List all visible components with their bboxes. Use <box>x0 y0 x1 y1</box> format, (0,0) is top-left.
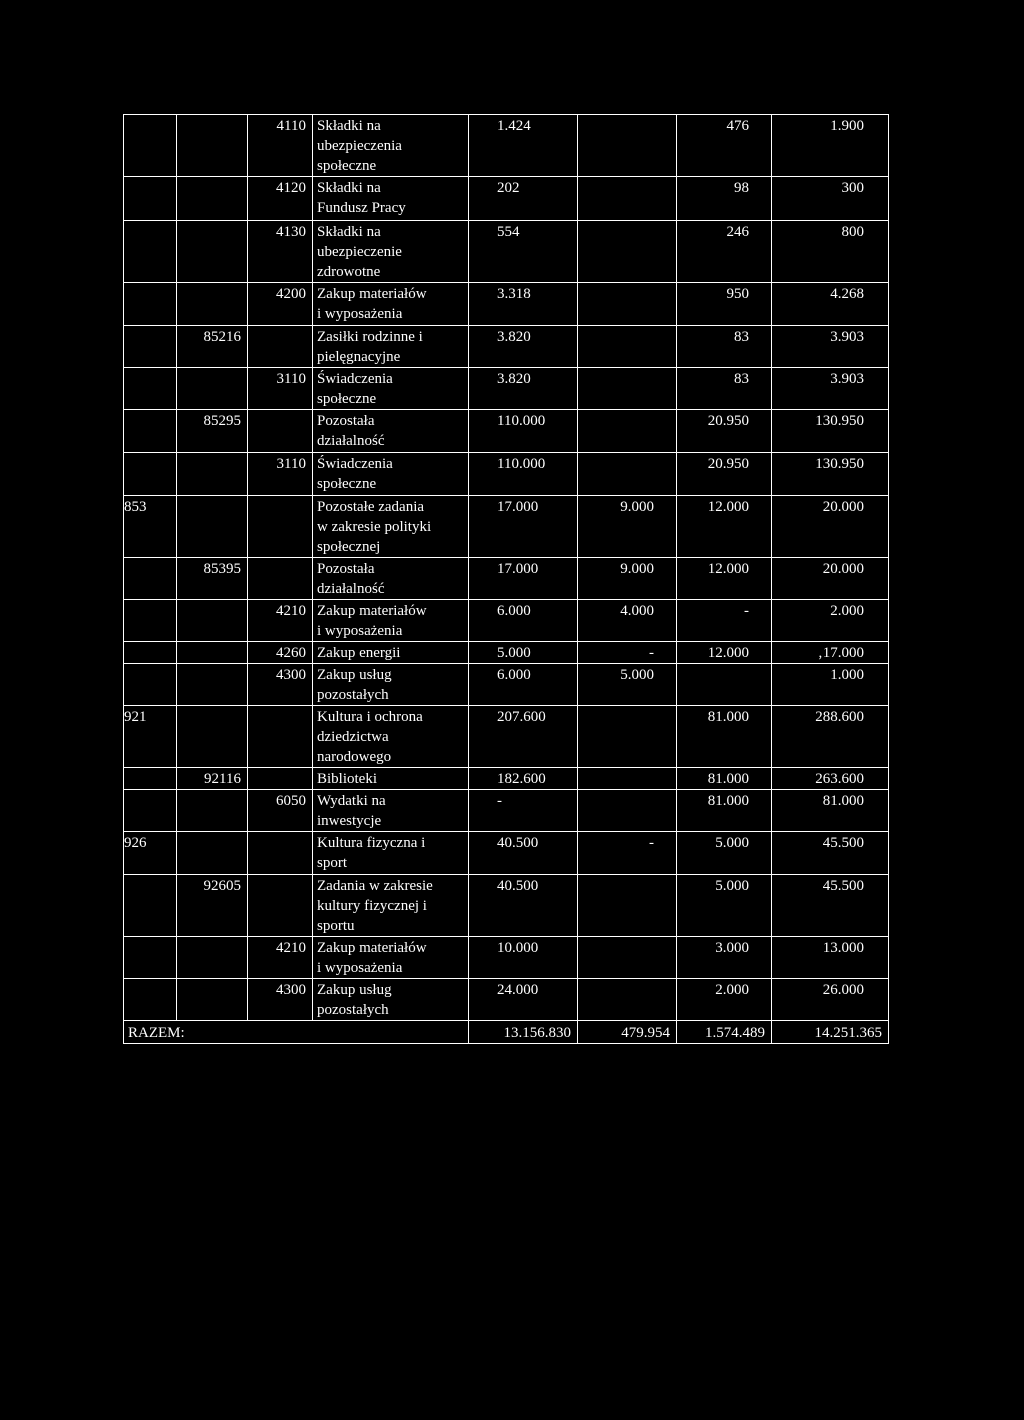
amount4-cell: 800 <box>772 221 889 283</box>
amount4-cell: 4.268 <box>772 283 889 326</box>
table-body <box>124 115 889 1044</box>
amount2-cell <box>578 937 677 979</box>
amount2-cell <box>578 368 677 410</box>
amount4-cell: 300 <box>772 177 889 221</box>
description-cell: Zakup materiałów i wyposażenia <box>313 283 469 326</box>
table-row <box>124 177 889 221</box>
amount4-cell: 288.600 <box>772 706 889 768</box>
dzial-cell <box>124 875 177 937</box>
table-row <box>124 642 889 664</box>
amount1-cell: 40.500 <box>469 875 578 937</box>
amount2-cell <box>578 326 677 368</box>
table-row <box>124 496 889 558</box>
amount2-cell <box>578 706 677 768</box>
paragraf-cell: 4130 <box>248 221 313 283</box>
table-row <box>124 937 889 979</box>
table-row <box>124 790 889 832</box>
amount2-cell <box>578 410 677 453</box>
amount3-cell: 20.950 <box>677 410 772 453</box>
amount3-cell: 476 <box>677 115 772 177</box>
dzial-cell <box>124 177 177 221</box>
amount2-cell <box>578 768 677 790</box>
description-cell: Pozostałe zadania w zakresie polityki społecznej <box>313 496 469 558</box>
amount4-cell: 26.000 <box>772 979 889 1021</box>
dzial-cell <box>124 979 177 1021</box>
amount2-cell <box>578 875 677 937</box>
rozdzial-cell: 85295 <box>177 410 248 453</box>
table-row <box>124 706 889 768</box>
paragraf-cell: 4210 <box>248 600 313 642</box>
dzial-cell: 853 <box>124 496 177 558</box>
paragraf-cell: 3110 <box>248 368 313 410</box>
amount4-cell: 1.900 <box>772 115 889 177</box>
table-row <box>124 410 889 453</box>
amount1-cell: 40.500 <box>469 832 578 875</box>
amount1-cell: 24.000 <box>469 979 578 1021</box>
amount3-cell: 20.950 <box>677 453 772 496</box>
amount3-cell: 12.000 <box>677 558 772 600</box>
description-cell: Zakup usług pozostałych <box>313 664 469 706</box>
table-row <box>124 600 889 642</box>
amount3-cell: 5.000 <box>677 875 772 937</box>
description-cell: Zakup energii <box>313 642 469 664</box>
paragraf-cell <box>248 706 313 768</box>
amount3-cell: 12.000 <box>677 642 772 664</box>
rozdzial-cell <box>177 453 248 496</box>
amount2-cell <box>578 115 677 177</box>
amount3-cell: 5.000 <box>677 832 772 875</box>
amount2-cell <box>578 979 677 1021</box>
dzial-cell <box>124 600 177 642</box>
dzial-cell <box>124 326 177 368</box>
amount4-cell: ‚17.000 <box>772 642 889 664</box>
amount4-cell: 81.000 <box>772 790 889 832</box>
amount1-cell: 17.000 <box>469 496 578 558</box>
table-row <box>124 368 889 410</box>
description-cell: Składki na ubezpieczenie zdrowotne <box>313 221 469 283</box>
paragraf-cell <box>248 832 313 875</box>
amount2-cell: - <box>578 832 677 875</box>
table-row <box>124 875 889 937</box>
paragraf-cell: 4300 <box>248 979 313 1021</box>
amount4-cell: 20.000 <box>772 558 889 600</box>
description-cell: Pozostała działalność <box>313 558 469 600</box>
rozdzial-cell <box>177 664 248 706</box>
description-cell: Wydatki na inwestycje <box>313 790 469 832</box>
paragraf-cell <box>248 326 313 368</box>
rozdzial-cell <box>177 368 248 410</box>
table-row <box>124 283 889 326</box>
description-cell: Zadania w zakresie kultury fizycznej i sportu <box>313 875 469 937</box>
amount3-cell: 81.000 <box>677 790 772 832</box>
paragraf-cell: 6050 <box>248 790 313 832</box>
amount4-cell: 45.500 <box>772 832 889 875</box>
amount2-cell <box>578 283 677 326</box>
table-row <box>124 221 889 283</box>
rozdzial-cell <box>177 937 248 979</box>
dzial-cell <box>124 453 177 496</box>
dzial-cell <box>124 368 177 410</box>
amount1-cell: 6.000 <box>469 600 578 642</box>
rozdzial-cell <box>177 832 248 875</box>
amount1-cell: 3.820 <box>469 368 578 410</box>
paragraf-cell: 4200 <box>248 283 313 326</box>
description-cell: Kultura i ochrona dziedzictwa narodowego <box>313 706 469 768</box>
amount1-cell: 207.600 <box>469 706 578 768</box>
amount4-cell: 45.500 <box>772 875 889 937</box>
rozdzial-cell <box>177 790 248 832</box>
paragraf-cell: 4260 <box>248 642 313 664</box>
description-cell: Zakup materiałów i wyposażenia <box>313 937 469 979</box>
description-cell: Składki na ubezpieczenia społeczne <box>313 115 469 177</box>
total-amount-4: 14.251.365 <box>772 1021 889 1044</box>
amount4-cell: 3.903 <box>772 368 889 410</box>
description-cell: Składki na Fundusz Pracy <box>313 177 469 221</box>
amount3-cell: 81.000 <box>677 706 772 768</box>
amount3-cell: 12.000 <box>677 496 772 558</box>
amount1-cell: 6.000 <box>469 664 578 706</box>
amount4-cell: 3.903 <box>772 326 889 368</box>
paragraf-cell <box>248 410 313 453</box>
amount4-cell: 130.950 <box>772 453 889 496</box>
amount1-cell: 5.000 <box>469 642 578 664</box>
amount1-cell: 10.000 <box>469 937 578 979</box>
description-cell: Zasiłki rodzinne i pielęgnacyjne <box>313 326 469 368</box>
amount3-cell: 2.000 <box>677 979 772 1021</box>
description-cell: Świadczenia społeczne <box>313 453 469 496</box>
table-row <box>124 453 889 496</box>
amount2-cell: 4.000 <box>578 600 677 642</box>
table-row <box>124 979 889 1021</box>
amount2-cell: 9.000 <box>578 496 677 558</box>
rozdzial-cell <box>177 283 248 326</box>
table-row <box>124 664 889 706</box>
budget-table <box>123 114 889 1044</box>
amount1-cell: 110.000 <box>469 453 578 496</box>
amount2-cell: - <box>578 642 677 664</box>
table-row <box>124 326 889 368</box>
rozdzial-cell <box>177 115 248 177</box>
amount1-cell: 554 <box>469 221 578 283</box>
amount4-cell: 1.000 <box>772 664 889 706</box>
dzial-cell <box>124 283 177 326</box>
amount3-cell: 3.000 <box>677 937 772 979</box>
amount4-cell: 130.950 <box>772 410 889 453</box>
dzial-cell <box>124 642 177 664</box>
dzial-cell <box>124 937 177 979</box>
rozdzial-cell: 85216 <box>177 326 248 368</box>
rozdzial-cell <box>177 221 248 283</box>
dzial-cell <box>124 115 177 177</box>
amount4-cell: 263.600 <box>772 768 889 790</box>
amount1-cell: 3.318 <box>469 283 578 326</box>
total-amount-3: 1.574.489 <box>677 1021 772 1044</box>
amount1-cell: 182.600 <box>469 768 578 790</box>
amount2-cell <box>578 453 677 496</box>
amount4-cell: 13.000 <box>772 937 889 979</box>
amount4-cell: 2.000 <box>772 600 889 642</box>
paragraf-cell <box>248 496 313 558</box>
table-row <box>124 558 889 600</box>
description-cell: Kultura fizyczna i sport <box>313 832 469 875</box>
rozdzial-cell: 92605 <box>177 875 248 937</box>
rozdzial-cell <box>177 979 248 1021</box>
rozdzial-cell <box>177 496 248 558</box>
total-label: RAZEM: <box>124 1021 469 1044</box>
table-row <box>124 768 889 790</box>
amount3-cell: 83 <box>677 326 772 368</box>
amount3-cell: 81.000 <box>677 768 772 790</box>
amount3-cell: 950 <box>677 283 772 326</box>
dzial-cell <box>124 410 177 453</box>
paragraf-cell <box>248 768 313 790</box>
total-amount-2: 479.954 <box>578 1021 677 1044</box>
amount3-cell <box>677 664 772 706</box>
amount2-cell <box>578 221 677 283</box>
amount2-cell <box>578 790 677 832</box>
amount1-cell: - <box>469 790 578 832</box>
amount2-cell: 9.000 <box>578 558 677 600</box>
amount3-cell: 83 <box>677 368 772 410</box>
dzial-cell <box>124 664 177 706</box>
paragraf-cell: 4110 <box>248 115 313 177</box>
amount4-cell: 20.000 <box>772 496 889 558</box>
amount3-cell: 98 <box>677 177 772 221</box>
amount2-cell <box>578 177 677 221</box>
total-row <box>124 1021 889 1044</box>
dzial-cell <box>124 558 177 600</box>
dzial-cell: 921 <box>124 706 177 768</box>
dzial-cell: 926 <box>124 832 177 875</box>
amount1-cell: 3.820 <box>469 326 578 368</box>
table-row <box>124 115 889 177</box>
paragraf-cell <box>248 875 313 937</box>
amount1-cell: 110.000 <box>469 410 578 453</box>
rozdzial-cell <box>177 600 248 642</box>
rozdzial-cell <box>177 642 248 664</box>
dzial-cell <box>124 768 177 790</box>
rozdzial-cell <box>177 177 248 221</box>
description-cell: Zakup usług pozostałych <box>313 979 469 1021</box>
description-cell: Pozostała działalność <box>313 410 469 453</box>
table-row <box>124 832 889 875</box>
dzial-cell <box>124 790 177 832</box>
amount2-cell: 5.000 <box>578 664 677 706</box>
amount1-cell: 202 <box>469 177 578 221</box>
total-amount-1: 13.156.830 <box>469 1021 578 1044</box>
paragraf-cell: 4120 <box>248 177 313 221</box>
amount3-cell: 246 <box>677 221 772 283</box>
paragraf-cell: 3110 <box>248 453 313 496</box>
description-cell: Biblioteki <box>313 768 469 790</box>
amount1-cell: 17.000 <box>469 558 578 600</box>
description-cell: Zakup materiałów i wyposażenia <box>313 600 469 642</box>
dzial-cell <box>124 221 177 283</box>
amount1-cell: 1.424 <box>469 115 578 177</box>
paragraf-cell <box>248 558 313 600</box>
paragraf-cell: 4300 <box>248 664 313 706</box>
paragraf-cell: 4210 <box>248 937 313 979</box>
amount3-cell: - <box>677 600 772 642</box>
description-cell: Świadczenia społeczne <box>313 368 469 410</box>
rozdzial-cell: 92116 <box>177 768 248 790</box>
rozdzial-cell: 85395 <box>177 558 248 600</box>
rozdzial-cell <box>177 706 248 768</box>
